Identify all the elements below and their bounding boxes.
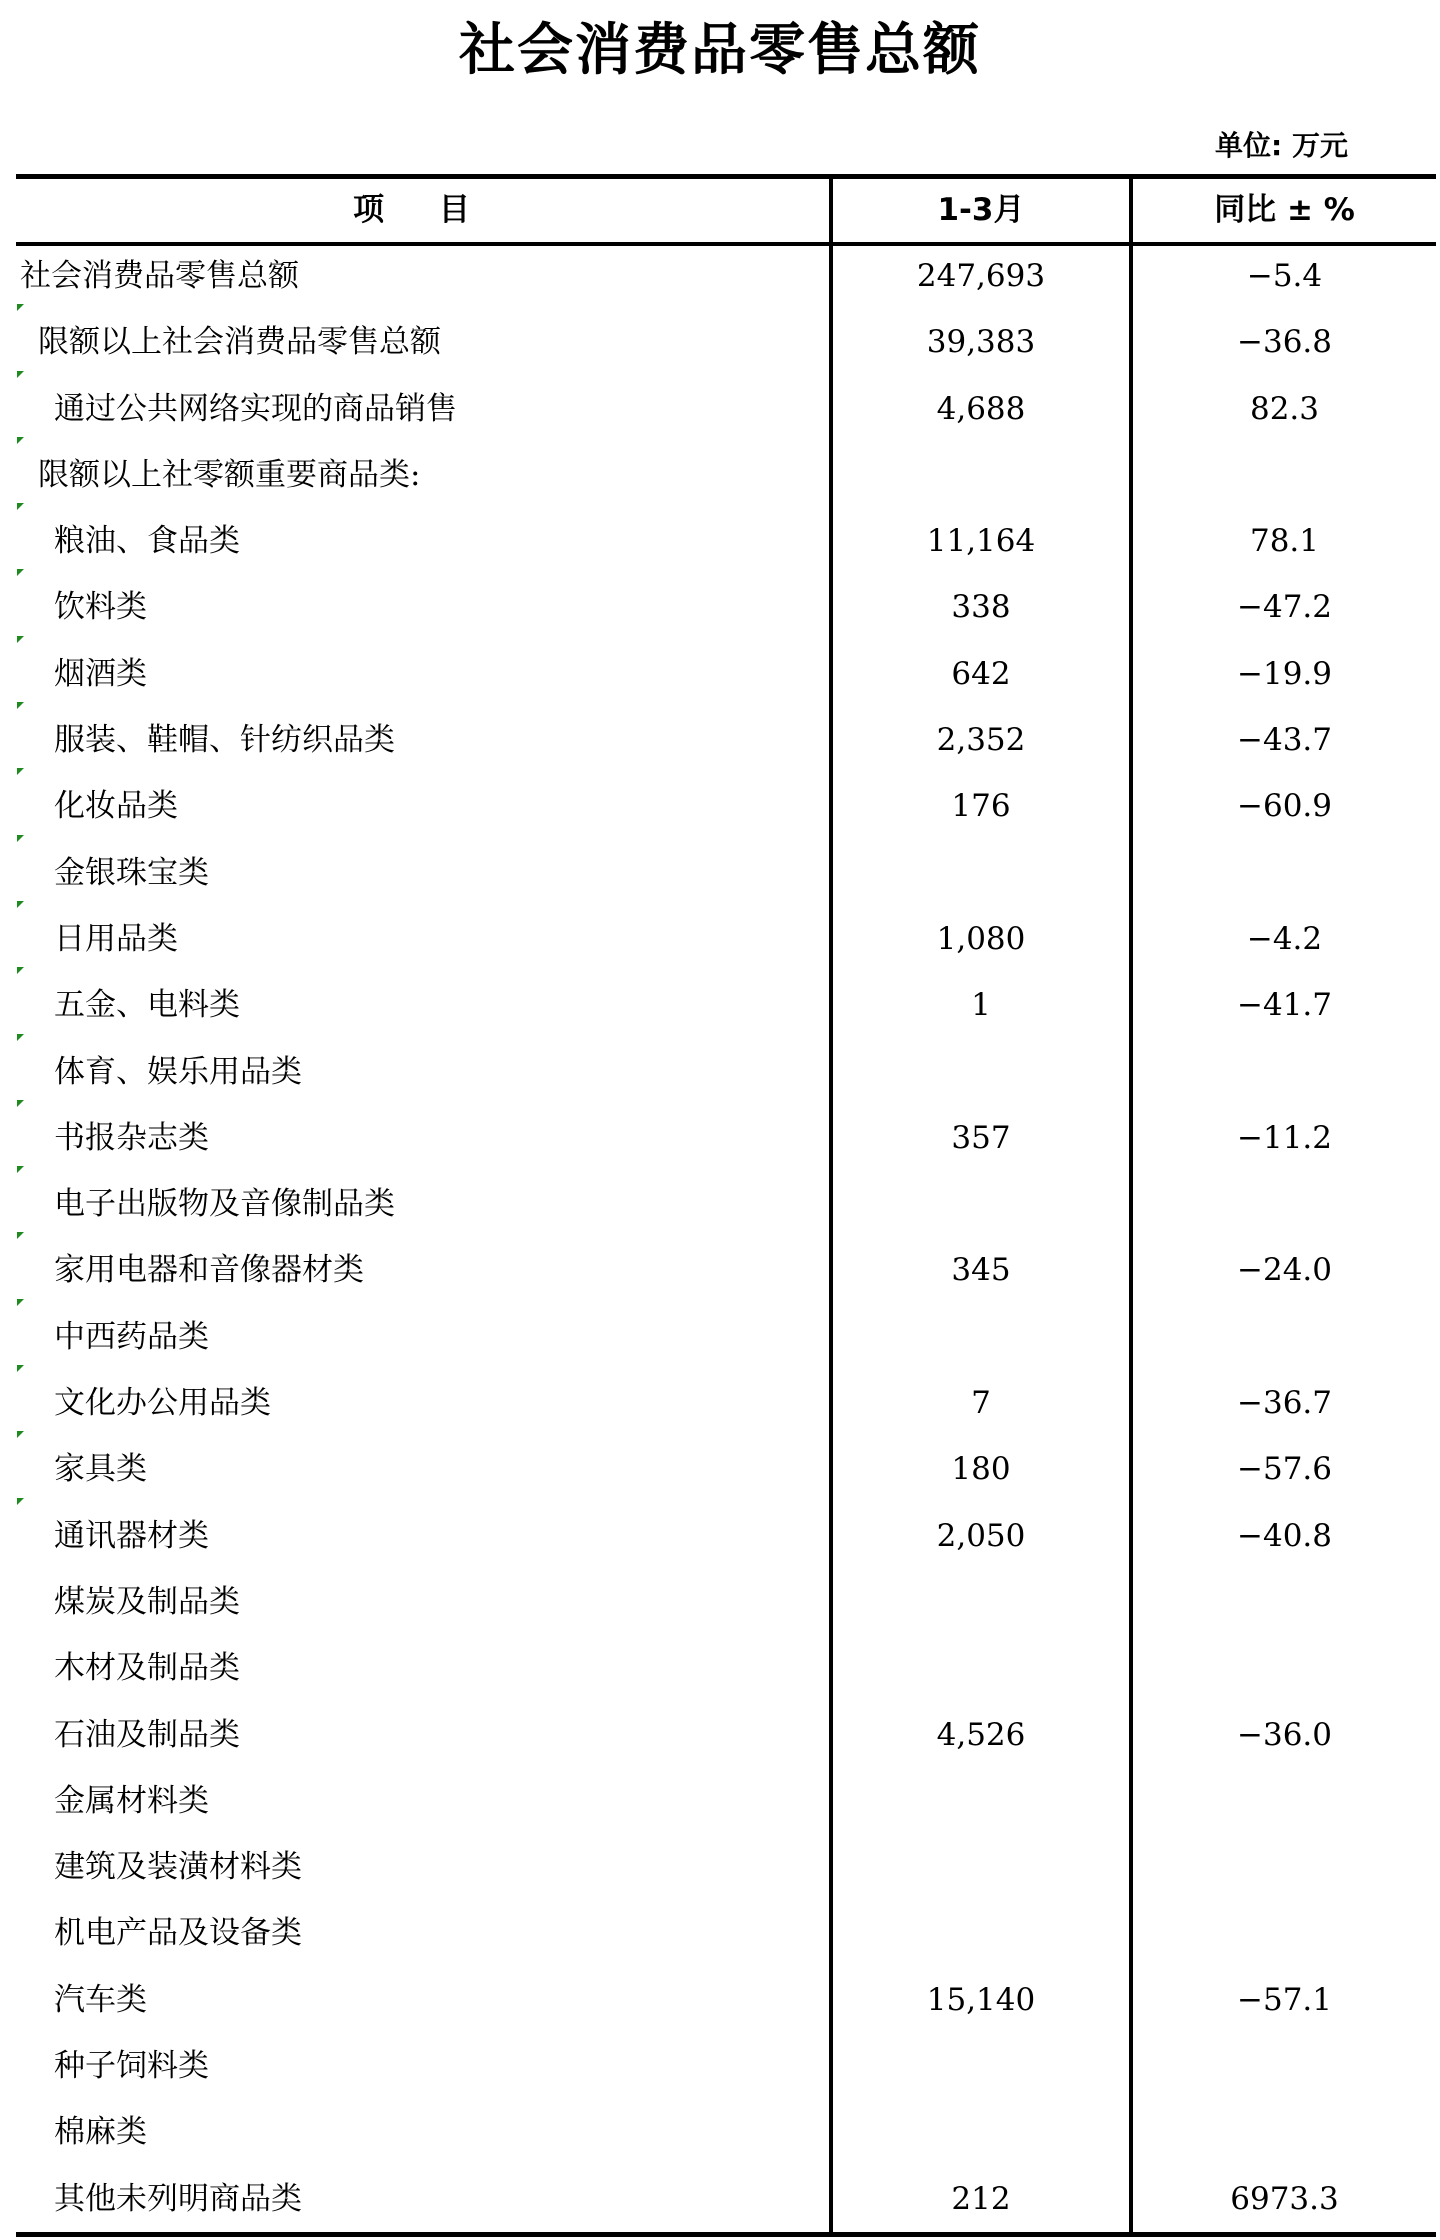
row-value-period: 247,693 — [916, 258, 1046, 294]
row-value-period: 357 — [951, 1119, 1011, 1156]
table-row — [0, 450, 1440, 516]
row-value-yoy: −4.2 — [1246, 920, 1323, 957]
row-label: 限额以上社零额重要商品类: — [38, 456, 421, 493]
row-label: 体育、娱乐用品类 — [54, 1053, 302, 1090]
cell-comment-marker — [17, 1498, 24, 1505]
table-row — [0, 1643, 1440, 1709]
cell-comment-marker — [17, 1365, 24, 1372]
row-value-period: 4,526 — [936, 1716, 1026, 1753]
cell-comment-marker — [17, 1034, 24, 1041]
table-row — [0, 1179, 1440, 1245]
row-value-yoy: −24.0 — [1237, 1252, 1332, 1289]
table-row — [0, 251, 1440, 317]
cell-comment-marker — [17, 967, 24, 974]
row-label: 汽车类 — [54, 1981, 147, 2018]
row-value-period: 1 — [971, 987, 991, 1024]
cell-comment-marker — [17, 768, 24, 775]
table-row — [0, 980, 1440, 1046]
cell-comment-marker — [17, 569, 24, 576]
table-row — [0, 1245, 1440, 1311]
cell-comment-marker — [17, 835, 24, 842]
row-label: 金属材料类 — [54, 1782, 209, 1819]
cell-comment-marker — [17, 1232, 24, 1239]
table-row — [0, 1378, 1440, 1444]
row-label: 化妆品类 — [54, 788, 178, 825]
table-row — [0, 2174, 1440, 2240]
table-row — [0, 1047, 1440, 1113]
cell-comment-marker — [17, 636, 24, 643]
row-label: 家具类 — [54, 1451, 147, 1488]
table-row — [0, 649, 1440, 715]
row-label: 机电产品及设备类 — [54, 1915, 302, 1952]
row-value-yoy: −43.7 — [1237, 722, 1332, 759]
row-label: 通讯器材类 — [54, 1517, 209, 1554]
row-value-yoy: −60.9 — [1237, 788, 1332, 825]
row-label: 其他未列明商品类 — [54, 2180, 302, 2217]
row-value-yoy: −36.7 — [1237, 1385, 1332, 1422]
row-label: 种子饲料类 — [54, 2048, 209, 2085]
table-row — [0, 1312, 1440, 1378]
row-label: 金银珠宝类 — [54, 854, 209, 891]
table-row — [0, 2107, 1440, 2173]
row-value-yoy: −47.2 — [1237, 589, 1332, 626]
row-value-yoy: −19.9 — [1237, 655, 1332, 692]
row-label: 中西药品类 — [54, 1318, 209, 1355]
cell-comment-marker — [17, 1166, 24, 1173]
column-header-item: 项 目 — [353, 192, 492, 228]
row-value-yoy: −57.1 — [1237, 1981, 1332, 2018]
row-value-period: 39,383 — [926, 324, 1036, 361]
cell-comment-marker — [17, 503, 24, 510]
table-row — [0, 516, 1440, 582]
cell-comment-marker — [17, 702, 24, 709]
table-row — [0, 1908, 1440, 1974]
row-value-yoy: 78.1 — [1249, 523, 1320, 560]
table-row — [0, 848, 1440, 914]
row-value-period: 1,080 — [936, 920, 1026, 957]
table-row — [0, 1113, 1440, 1179]
row-value-period: 212 — [951, 2180, 1011, 2217]
row-value-yoy: −57.6 — [1237, 1451, 1332, 1488]
cell-comment-marker — [17, 304, 24, 311]
table-row — [0, 781, 1440, 847]
cell-comment-marker — [17, 437, 24, 444]
table-row — [0, 1511, 1440, 1577]
row-label: 五金、电料类 — [54, 987, 240, 1024]
table-top-rule — [16, 174, 1436, 179]
row-value-yoy: 6973.3 — [1230, 2180, 1339, 2217]
row-label: 木材及制品类 — [54, 1650, 240, 1687]
row-label: 饮料类 — [54, 589, 147, 626]
table-row — [0, 1842, 1440, 1908]
table-row — [0, 1444, 1440, 1510]
row-label: 建筑及装潢材料类 — [54, 1849, 302, 1886]
row-value-period: 11,164 — [926, 523, 1036, 560]
cell-comment-marker — [17, 901, 24, 908]
table-row — [0, 1776, 1440, 1842]
row-label: 服装、鞋帽、针纺织品类 — [54, 722, 395, 759]
row-label: 社会消费品零售总额 — [20, 258, 299, 294]
row-value-yoy: 82.3 — [1249, 390, 1320, 427]
table-row — [0, 1975, 1440, 2041]
row-value-period: 15,140 — [926, 1981, 1036, 2018]
page-title: 社会消费品零售总额 — [459, 18, 981, 83]
cell-comment-marker — [17, 1431, 24, 1438]
row-value-yoy: −11.2 — [1237, 1119, 1332, 1156]
row-label: 棉麻类 — [54, 2114, 147, 2151]
row-value-yoy: −36.0 — [1237, 1716, 1332, 1753]
row-value-period: 4,688 — [936, 390, 1026, 427]
row-value-period: 642 — [951, 655, 1011, 692]
table-row — [0, 582, 1440, 648]
row-label: 石油及制品类 — [54, 1716, 240, 1753]
cell-comment-marker — [17, 1299, 24, 1306]
row-label: 家用电器和音像器材类 — [54, 1252, 364, 1289]
table-row — [0, 914, 1440, 980]
row-label: 烟酒类 — [54, 655, 147, 692]
row-value-period: 180 — [951, 1451, 1011, 1488]
row-value-period: 176 — [951, 788, 1011, 825]
row-value-yoy: −41.7 — [1237, 987, 1332, 1024]
cell-comment-marker — [17, 371, 24, 378]
row-label: 通过公共网络实现的商品销售 — [54, 390, 457, 427]
row-value-yoy: −40.8 — [1237, 1517, 1332, 1554]
cell-comment-marker — [17, 1100, 24, 1107]
row-label: 电子出版物及音像制品类 — [54, 1186, 395, 1223]
row-value-period: 2,050 — [936, 1517, 1026, 1554]
row-value-yoy: −36.8 — [1237, 324, 1332, 361]
table-row — [0, 384, 1440, 450]
column-header-period: 1-3月 — [937, 192, 1025, 228]
table-row — [0, 1710, 1440, 1776]
row-label: 限额以上社会消费品零售总额 — [38, 324, 441, 361]
row-value-period: 345 — [951, 1252, 1011, 1289]
row-value-period: 338 — [951, 589, 1011, 626]
column-header-yoy: 同比 ± % — [1214, 192, 1355, 228]
row-label: 书报杂志类 — [54, 1119, 209, 1156]
table-header-rule — [16, 242, 1436, 246]
row-value-period: 7 — [971, 1385, 991, 1422]
row-label: 日用品类 — [54, 920, 178, 957]
row-label: 煤炭及制品类 — [54, 1583, 240, 1620]
row-label: 粮油、食品类 — [54, 523, 240, 560]
row-label: 文化办公用品类 — [54, 1385, 271, 1422]
unit-label: 单位: 万元 — [1215, 129, 1348, 162]
table-row — [0, 2041, 1440, 2107]
table-row — [0, 317, 1440, 383]
row-value-period: 2,352 — [936, 722, 1026, 759]
row-value-yoy: −5.4 — [1246, 258, 1323, 294]
table-body — [0, 251, 1440, 2240]
table-row — [0, 1577, 1440, 1643]
table-row — [0, 715, 1440, 781]
